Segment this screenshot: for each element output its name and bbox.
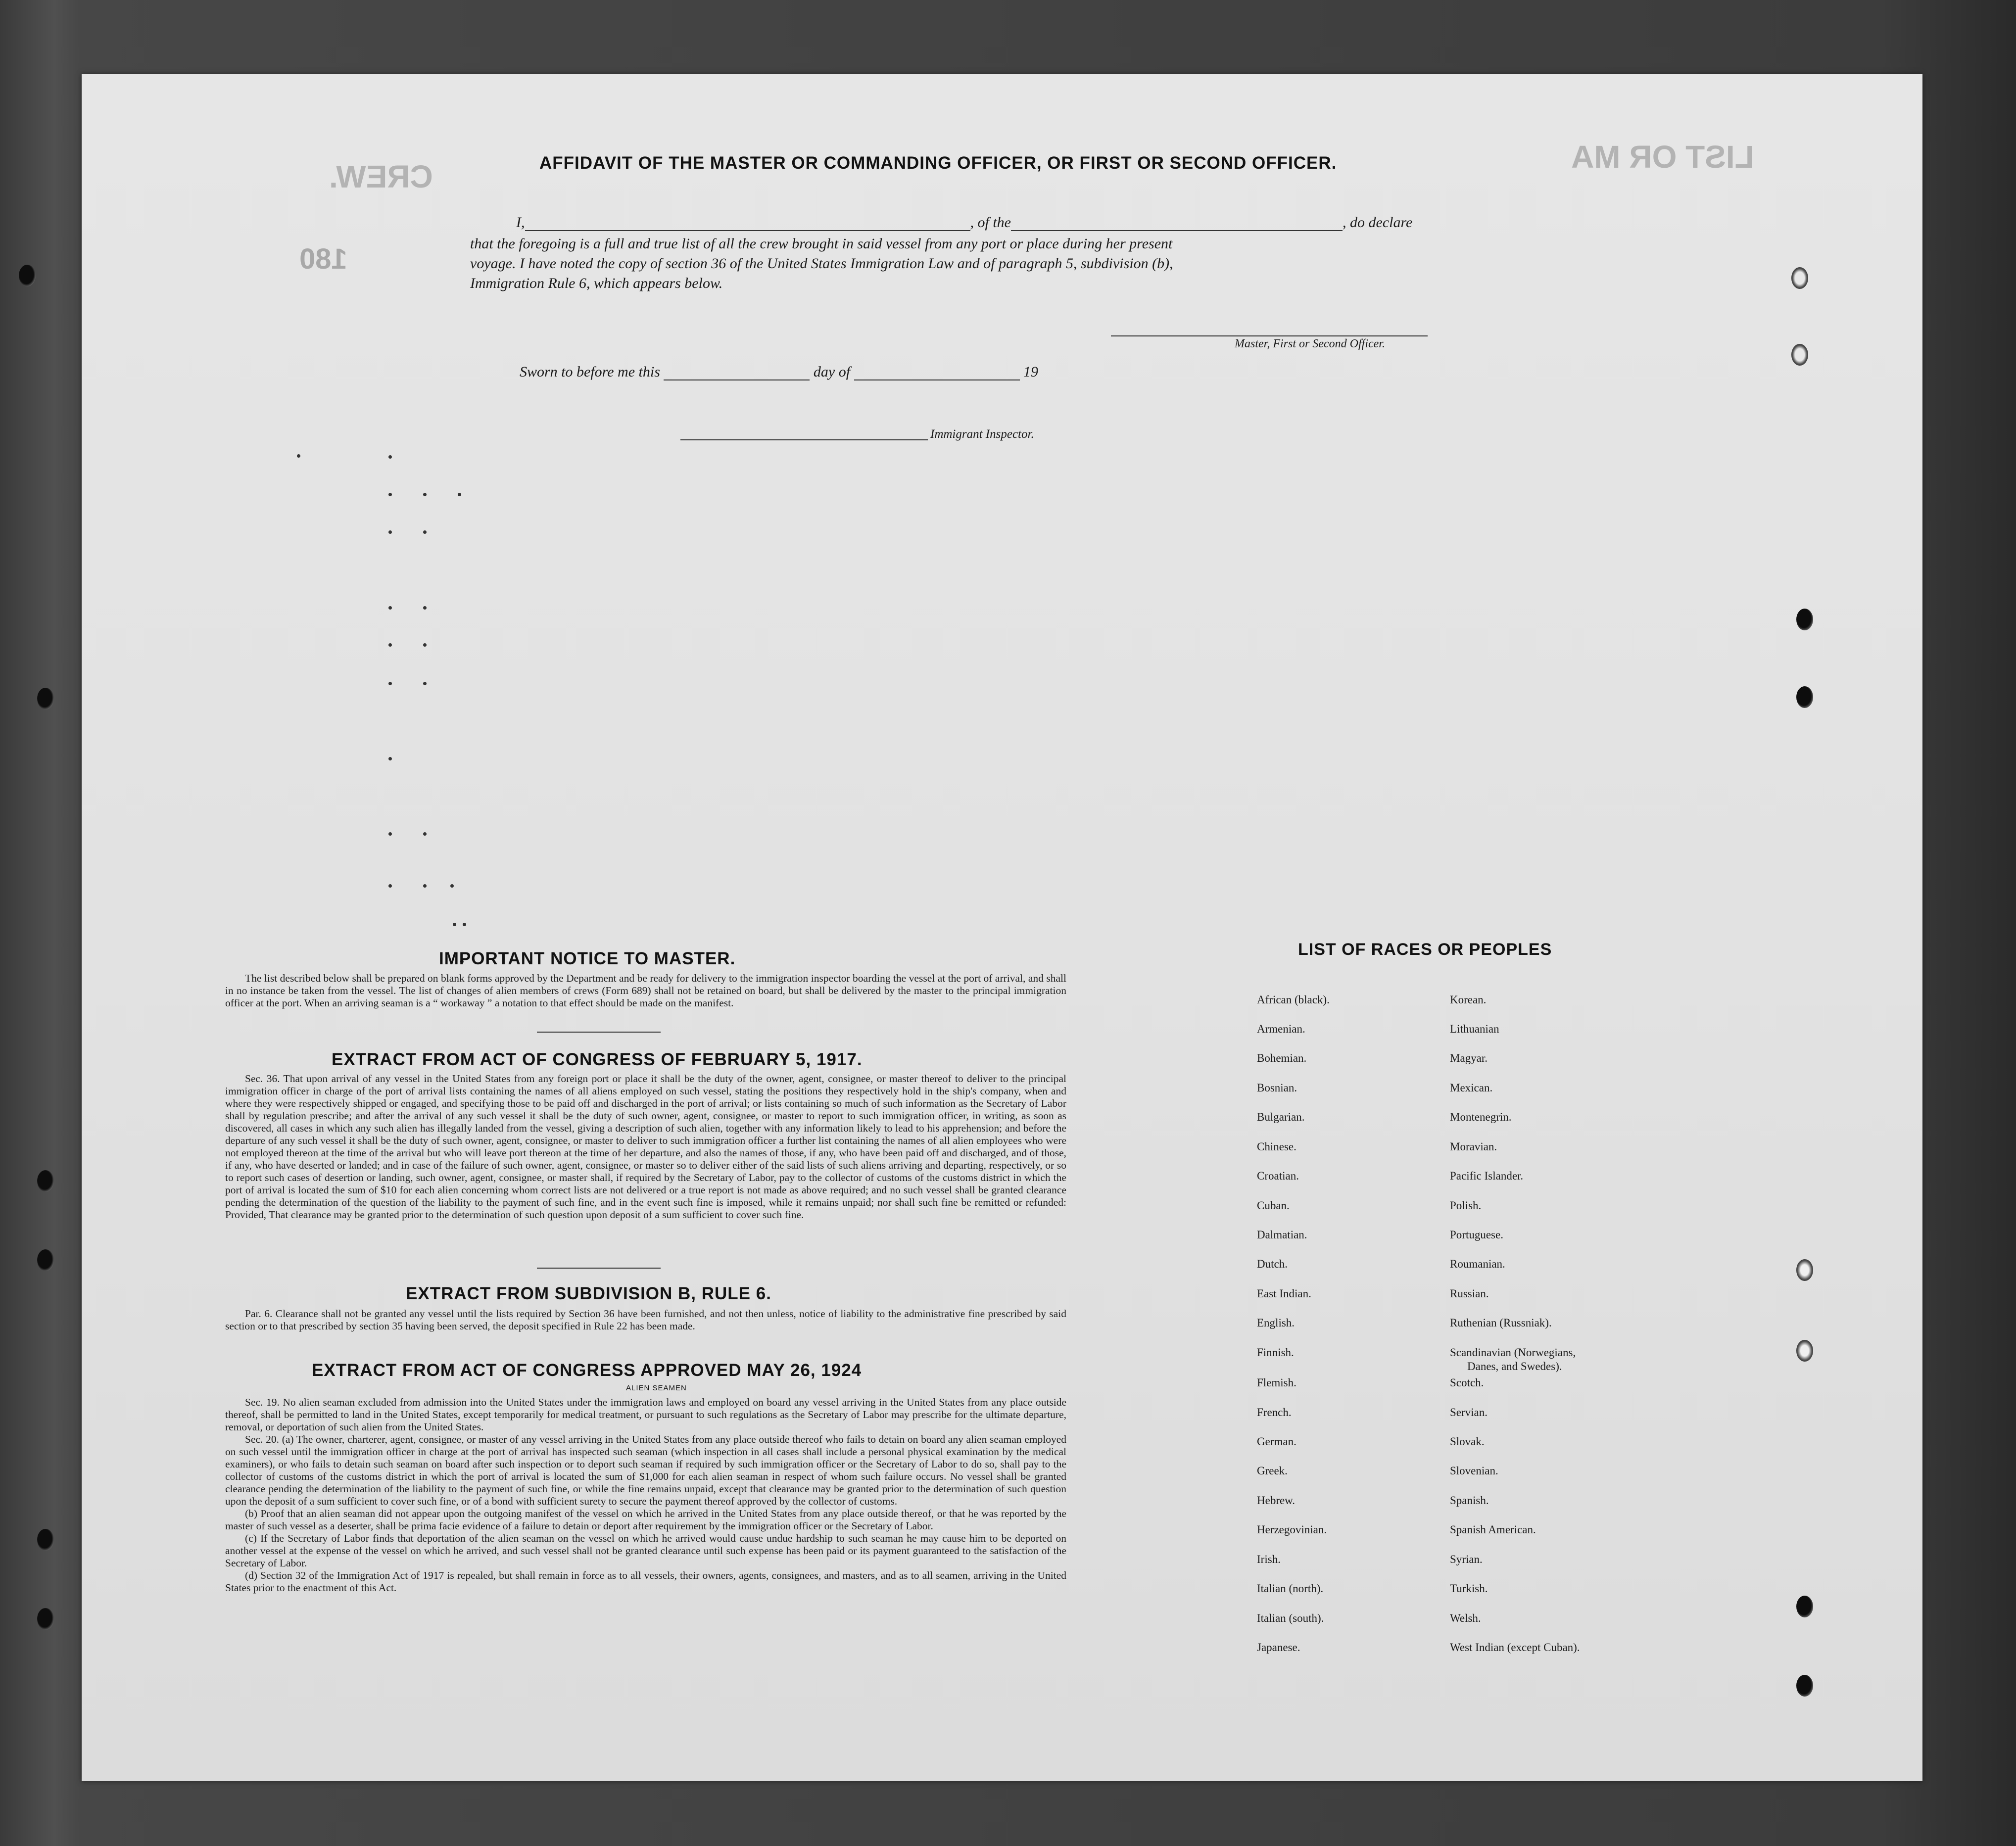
name-blank[interactable]	[525, 230, 970, 231]
binder-hole	[37, 1529, 54, 1551]
race-left: Armenian.	[1257, 1023, 1305, 1035]
binder-hole	[1796, 1259, 1813, 1281]
race-left: Herzegovinian.	[1257, 1523, 1327, 1536]
race-left: African (black).	[1257, 994, 1330, 1006]
bleed-through-title: CREW.	[329, 159, 433, 194]
race-left: Irish.	[1257, 1553, 1281, 1565]
column-dot	[423, 682, 427, 685]
extract-1917-title: EXTRACT FROM ACT OF CONGRESS OF FEBRUARY 5, 1917.	[332, 1050, 863, 1069]
column-dot	[463, 923, 466, 926]
inspector-label: Immigrant Inspector.	[930, 427, 1034, 441]
race-right: Magyar.	[1450, 1052, 1488, 1064]
inspector-signature-line[interactable]	[680, 439, 928, 440]
binder-hole	[37, 688, 54, 710]
extract-1924-subtitle: ALIEN SEAMEN	[626, 1384, 687, 1392]
binder-hole	[1791, 267, 1808, 289]
binder-hole	[19, 265, 36, 286]
race-right: Scotch.	[1450, 1376, 1484, 1389]
column-dot	[423, 643, 427, 647]
race-left: Japanese.	[1257, 1641, 1300, 1654]
binder-hole	[37, 1608, 54, 1630]
section-20a-paragraph: Sec. 20. (a) The owner, charterer, agent, consignee, or master of any vessel arriving in the United States from any place outside thereof who fails to detain on board any alien seaman employed on such vessel until the immigration officer in charge at the port of arrival has inspected such seaman (which inspection in all cases shall include a personal physical examination by the medical examiners), or who fails to detain such seaman on board after such inspection or to deport such seaman if required by such immigration officer or the Secretary of Labor to do so, shall pay to the collector of customs of the customs district in which the port of arrival is located the sum of $1,000 for each alien seaman in respect of whom such failure occurs. No vessel shall be granted clearance pending the determination of the liability to the payment of such fine, or while the fine remains unpaid, except that clearance may be granted prior to the determination of such question upon the deposit of a sum sufficient to cover such fine, or of a bond with sufficient surety to secure the payment thereof approved by the collector of customs.	[225, 1433, 1066, 1507]
sworn-line: Sworn to before me this day of 19	[520, 364, 1039, 380]
section-20b-paragraph: (b) Proof that an alien seaman did not appear upon the outgoing manifest of the vessel on which he arrived in the United States from any place outside thereof, or that he was reported by the master of such vessel as a deserter, shall be prima facie evidence of a failure to detain or deport after requirement by the immigration officer or the Secretary of Labor.	[225, 1508, 1066, 1532]
vessel-blank[interactable]	[1011, 230, 1343, 231]
column-dot	[423, 530, 427, 534]
race-right: Syrian.	[1450, 1553, 1483, 1565]
column-dot	[297, 454, 300, 458]
extract-1924-text	[225, 1396, 1066, 1594]
race-left: Bohemian.	[1257, 1052, 1307, 1064]
column-dot	[450, 884, 454, 888]
race-right: Polish.	[1450, 1199, 1482, 1212]
race-right: Spanish American.	[1450, 1523, 1536, 1536]
race-right: Slovenian.	[1450, 1465, 1498, 1477]
race-right: Moravian.	[1450, 1140, 1497, 1153]
day-blank[interactable]	[664, 379, 810, 380]
race-left: Bosnian.	[1257, 1082, 1297, 1094]
race-left: East Indian.	[1257, 1287, 1311, 1300]
column-dot	[453, 923, 456, 926]
binder-hole	[1796, 609, 1813, 630]
race-right: Mexican.	[1450, 1082, 1493, 1094]
column-dot	[388, 757, 392, 760]
race-right-continued: Danes, and Swedes).	[1467, 1360, 1562, 1373]
document-page	[82, 74, 1922, 1781]
race-right: Spanish.	[1450, 1494, 1489, 1507]
race-left: Hebrew.	[1257, 1494, 1296, 1507]
race-right: Servian.	[1450, 1406, 1488, 1419]
section-20d-paragraph: (d) Section 32 of the Immigration Act of 1917 is repealed, but shall remain in force as to all vessels, their owners, agents, consignees, and masters, and as to all seamen, arriving in the United States prior to the enactment of this Act.	[225, 1569, 1066, 1594]
column-dot	[388, 884, 392, 888]
binder-hole	[1796, 1596, 1813, 1617]
race-left: Italian (south).	[1257, 1612, 1324, 1624]
column-dot	[388, 606, 392, 610]
race-left: English.	[1257, 1317, 1295, 1329]
extract-1924-title: EXTRACT FROM ACT OF CONGRESS APPROVED MAY 26, 1924	[312, 1361, 862, 1380]
bleed-through-number: 180	[299, 243, 347, 275]
race-right: Montenegrin.	[1450, 1111, 1512, 1123]
binder-hole	[1796, 1340, 1813, 1362]
month-blank[interactable]	[854, 379, 1020, 380]
extract-rule6-title: EXTRACT FROM SUBDIVISION B, RULE 6.	[406, 1284, 771, 1303]
column-dot	[388, 682, 392, 685]
extract-rule6-text: Par. 6. Clearance shall not be granted any vessel until the lists required by Section 36 have been furnished, and not then unless, notice of liability to the administrative fine prescribed by said section or to that prescribed by section 35 having been served, the deposit specified in Rule 22 has been made.	[225, 1308, 1066, 1332]
affidavit-declaration-line: I, , of the , do declare	[516, 214, 1413, 231]
column-dot	[423, 606, 427, 610]
race-left: Flemish.	[1257, 1376, 1296, 1389]
column-dot	[423, 493, 427, 496]
race-right: West Indian (except Cuban).	[1450, 1641, 1580, 1654]
race-right: Scandinavian (Norwegians,	[1450, 1346, 1576, 1359]
notice-text: The list described below shall be prepared on blank forms approved by the Department and be ready for delivery to the immigration inspector boarding the vessel at the port of arrival, and shall in no instance be taken from the vessel. The list of changes of alien members of crews (Form 689) shall not be retained on board, but shall be delivered by the master to the principal immigration officer at the port. When an arriving seaman is a “ workaway ” a notation to that effect should be made on the manifest.	[225, 972, 1066, 1009]
column-dot	[458, 493, 461, 496]
signature-line[interactable]	[1111, 335, 1428, 336]
notice-title: IMPORTANT NOTICE TO MASTER.	[439, 949, 736, 968]
race-right: Slovak.	[1450, 1435, 1485, 1448]
section-19-paragraph: Sec. 19. No alien seaman excluded from admission into the United States under the immigration laws and employed on board any vessel arriving in the United States from any place outside thereof, shall be permitted to land in the United States, except temporarily for medical treatment, or pursuant to such regulations as the Secretary of Labor may prescribe for the ultimate departure, removal, or deportation of such alien from the United States.	[225, 1396, 1066, 1433]
affidavit-text-line: Immigration Rule 6, which appears below.	[470, 275, 723, 291]
affidavit-title: AFFIDAVIT OF THE MASTER OR COMMANDING OFFICER, OR FIRST OR SECOND OFFICER.	[539, 153, 1337, 173]
race-right: Korean.	[1450, 994, 1487, 1006]
binder-hole	[1791, 344, 1808, 366]
race-right: Turkish.	[1450, 1582, 1488, 1595]
affidavit-text-line: voyage. I have noted the copy of section 36 of the United States Immigration Law and of paragraph 5, subdivision (b),	[470, 255, 1173, 272]
race-left: German.	[1257, 1435, 1296, 1448]
race-right: Welsh.	[1450, 1612, 1481, 1624]
race-left: Italian (north).	[1257, 1582, 1324, 1595]
column-dot	[388, 643, 392, 647]
race-right: Pacific Islander.	[1450, 1170, 1524, 1182]
column-dot	[388, 455, 392, 459]
race-right: Roumanian.	[1450, 1258, 1505, 1270]
binder-hole	[37, 1249, 54, 1271]
section-20c-paragraph: (c) If the Secretary of Labor finds that deportation of the alien seaman on the vessel on which he arrived would cause undue hardship to such seaman he may cause him to be deported on another vessel at the expense of the vessel on which he arrived, and such vessel shall not be granted clearance until such expense has been paid or its payment guaranteed to the satisfaction of the Secretary of Labor.	[225, 1532, 1066, 1569]
extract-1917-text: Sec. 36. That upon arrival of any vessel in the United States from any foreign port or place it shall be the duty of the owner, agent, consignee, or master thereof to deliver to the principal immigration officer in charge of the port of arrival lists containing the names of all aliens employed on such vessel, stating the positions they respectively hold in the ship's company, when and where they were respectively shipped or engaged, and specifying those to be paid off and discharged in the port of arrival; or lists containing so much of such information as the Secretary of Labor shall by regulation prescribe; and after the arrival of any such vessel it shall be the duty of such owner, agent, consignee, or master to report to such immigration officer, in writing, as soon as discovered, all cases in which any such alien has illegally landed from the vessel, giving a description of such alien, together with any information likely to lead to his apprehension; and before the departure of any such vessel it shall be the duty of such owner, agent, consignee, or master to deliver to such immigration officer a further list containing the names of all alien employees who were not employed thereon at the time of the arrival but who will leave port thereon at the time of her departure, and also the names of those, if any, who have been paid off and discharged, and of those, if any, who have deserted or landed; and in case of the failure of such owner, agent, consignee, or master so to deliver either of the said lists of such aliens arriving and departing, respectively, or so to report such cases of desertion or landing, such owner, agent, consignee, or master shall, if required by the Secretary of Labor, pay to the collector of customs of the customs district in which the port of arrival is located the sum of $10 for each alien concerning whom correct lists are not delivered or a true report is not made as above required; and no such vessel shall be granted clearance pending the determination of the question of the liability to the payment of such fine, and in the event such fine is imposed, while it remains unpaid; nor shall such fine be remitted or refunded: Provided, That clearance may be granted prior to the determination of such question upon deposit of a sum sufficient to cover such fine.	[225, 1073, 1066, 1221]
section-divider	[537, 1268, 661, 1269]
race-left: Chinese.	[1257, 1140, 1296, 1153]
section-divider	[537, 1032, 661, 1033]
race-left: Dalmatian.	[1257, 1229, 1307, 1241]
column-dot	[388, 832, 392, 836]
races-title: LIST OF RACES OR PEOPLES	[1298, 940, 1552, 959]
race-left: Finnish.	[1257, 1346, 1294, 1359]
race-right: Russian.	[1450, 1287, 1489, 1300]
race-left: Dutch.	[1257, 1258, 1288, 1270]
column-dot	[388, 493, 392, 496]
bleed-through-title: LIST OR MA	[1571, 139, 1754, 175]
binder-hole	[1796, 686, 1813, 708]
race-right: Ruthenian (Russniak).	[1450, 1317, 1552, 1329]
signature-label: Master, First or Second Officer.	[1235, 337, 1385, 350]
race-right: Portuguese.	[1450, 1229, 1503, 1241]
race-left: Bulgarian.	[1257, 1111, 1305, 1123]
column-dot	[388, 530, 392, 534]
race-left: Croatian.	[1257, 1170, 1299, 1182]
column-dot	[423, 832, 427, 836]
race-left: Cuban.	[1257, 1199, 1290, 1212]
binder-hole	[1796, 1675, 1813, 1697]
affidavit-text-line: that the foregoing is a full and true list of all the crew brought in said vessel from any port or place during her present	[470, 236, 1173, 252]
binder-hole	[37, 1170, 54, 1192]
race-left: French.	[1257, 1406, 1292, 1419]
race-right: Lithuanian	[1450, 1023, 1499, 1035]
column-dot	[423, 884, 427, 888]
race-left: Greek.	[1257, 1465, 1288, 1477]
